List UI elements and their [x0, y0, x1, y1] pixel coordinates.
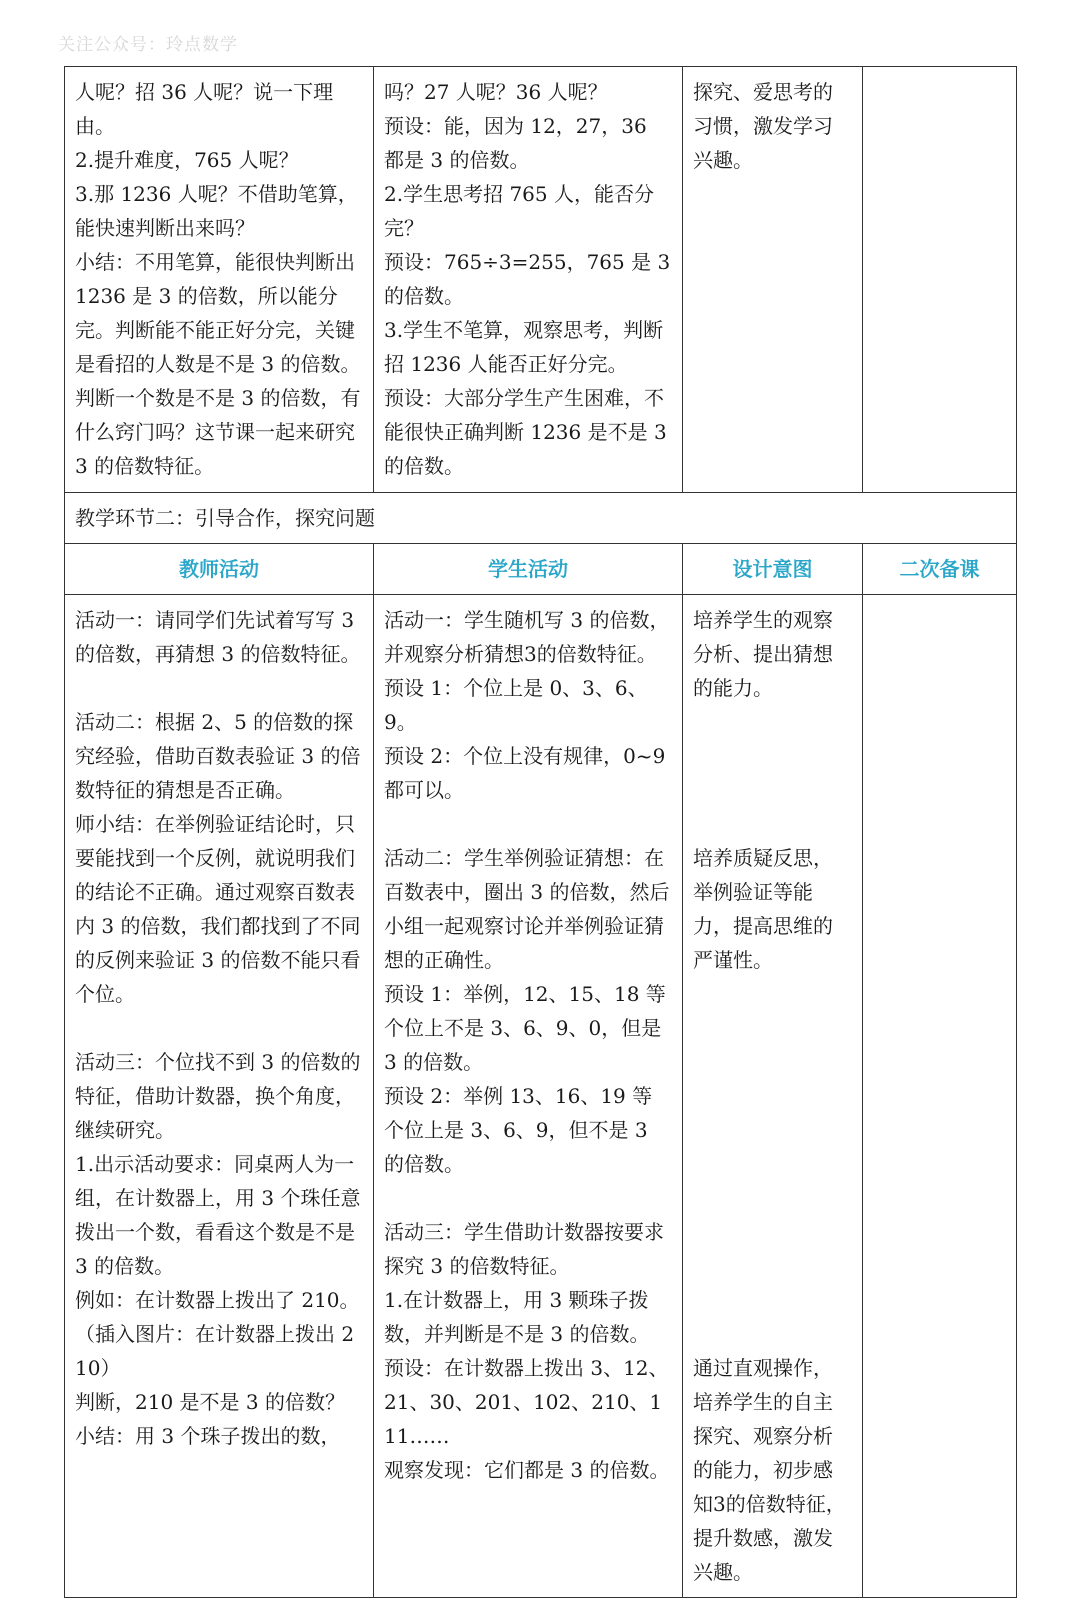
paragraph-gap [693, 1147, 852, 1181]
student-activity-cell [374, 595, 683, 1598]
paragraph-gap [693, 1215, 852, 1249]
cell-paragraph: 2.学生思考招 765 人，能否分完？ [384, 182, 654, 240]
header-row [65, 544, 1017, 595]
paragraph-gap [693, 1317, 852, 1351]
paragraph-gap [693, 1181, 852, 1215]
second-prep-cell [863, 595, 1017, 1598]
lesson-plan-table [64, 66, 1017, 1598]
paragraph-gap [75, 1011, 363, 1045]
teacher-activity-cell [65, 595, 374, 1598]
cell-paragraph: 观察发现：它们都是 3 的倍数。 [384, 1458, 670, 1482]
paragraph-gap [384, 1181, 672, 1215]
cell-paragraph: 师小结：在举例验证结论时，只要能找到一个反例，就说明我们的结论不正确。通过观察百数表内 3 的倍数，我们都找到了不同的反例来验证 3 的倍数不能只看个位。 [75, 812, 361, 1006]
second-prep-cell [863, 67, 1017, 493]
cell-paragraph: 例如：在计数器上拨出了 210。（插入图片：在计数器上拨出 210） [75, 1288, 360, 1380]
section-title: 教学环节二：引导合作，探究问题 [65, 493, 1017, 544]
cell-paragraph: 培养学生的观察分析、提出猜想的能力。 [693, 608, 833, 700]
cell-paragraph: 活动三：个位找不到 3 的倍数的特征，借助计数器，换个角度，继续研究。 [75, 1050, 361, 1142]
cell-paragraph: 培养质疑反思，举例验证等能力，提高思维的严谨性。 [693, 846, 833, 972]
paragraph-gap [693, 1283, 852, 1317]
cell-paragraph: 预设 2：举例 13、16、19 等个位上是 3、6、9，但不是 3 的倍数。 [384, 1084, 654, 1176]
cell-paragraph: 通过直观操作，培养学生的自主探究、观察分析的能力，初步感知3的倍数特征，提升数感，激发兴趣。 [693, 1356, 846, 1584]
cell-paragraph: 活动二：根据 2、5 的倍数的探究经验，借助百数表验证 3 的倍数特征的猜想是否正确。 [75, 710, 361, 802]
cell-paragraph: 预设 1：个位上是 0、3、6、9。 [384, 676, 648, 734]
cell-paragraph: 3.那 1236 人呢？不借助笔算，能快速判断出来吗？ [75, 182, 358, 240]
cell-paragraph: 活动三：学生借助计数器按要求探究 3 的倍数特征。 [384, 1220, 664, 1278]
paragraph-gap [693, 1113, 852, 1147]
cell-paragraph: 1.出示活动要求：同桌两人为一组，在计数器上，用 3 个珠任意拨出一个数，看看这个数是不是 3 的倍数。 [75, 1152, 362, 1278]
cell-paragraph: 吗？27 人呢？36 人呢？ [384, 80, 608, 104]
cell-paragraph: 探究、爱思考的习惯，激发学习兴趣。 [693, 80, 833, 172]
paragraph-gap [693, 807, 852, 841]
header-student-activity: 学生活动 [374, 544, 683, 595]
student-activity-cell [374, 67, 683, 493]
paragraph-gap [693, 1011, 852, 1045]
paragraph-gap [693, 1249, 852, 1283]
paragraph-gap [693, 1045, 852, 1079]
paragraph-gap [75, 671, 363, 705]
cell-paragraph: 预设：能，因为 12，27，36 都是 3 的倍数。 [384, 114, 654, 172]
cell-paragraph: 判断，210 是不是 3 的倍数？ [75, 1390, 345, 1414]
cell-paragraph: 人呢？招 36 人呢？说一下理由。 [75, 80, 334, 138]
cell-paragraph: 预设：大部分学生产生困难，不能很快正确判断 1236 是不是 3 的倍数。 [384, 386, 674, 478]
cell-paragraph: 活动二：学生举例验证猜想：在百数表中，圈出 3 的倍数，然后小组一起观察讨论并举例验证猜想的正确性。 [384, 846, 670, 972]
cell-paragraph: 预设 1：举例，12、15、18 等个位上不是 3、6、9、0，但是 3 的倍数。 [384, 982, 668, 1074]
design-intent-cell [683, 67, 863, 493]
paragraph-gap [384, 807, 672, 841]
header-design-intent: 设计意图 [683, 544, 863, 595]
paragraph-gap [693, 739, 852, 773]
cell-paragraph: 小结：不用笔算，能很快判断出 1236 是 3 的倍数，所以能分完。判断能不能正好分完，关键是看招的人数是不是 3 的倍数。判断一个数是不是 3 的倍数，有什么窍门吗？这节课一起来研究 3 的倍数特征。 [75, 250, 362, 478]
table-row-top [65, 67, 1017, 493]
paragraph-gap [693, 977, 852, 1011]
header-teacher-activity: 教师活动 [65, 544, 374, 595]
watermark-text: 关注公众号：玲点数学 [58, 35, 238, 55]
table-row-main [65, 595, 1017, 1598]
cell-paragraph: 小结：用 3 个珠子拨出的数， [75, 1424, 341, 1448]
cell-paragraph: 活动一：学生随机写 3 的倍数，并观察分析猜想3的倍数特征。 [384, 608, 670, 666]
cell-paragraph: 预设：765÷3=255，765 是 3 的倍数。 [384, 250, 677, 308]
cell-paragraph: 1.在计数器上，用 3 颗珠子拨数，并判断是不是 3 的倍数。 [384, 1288, 650, 1346]
cell-paragraph: 预设：在计数器上拨出 3、12、21、30、201、102、210、111…… [384, 1356, 669, 1448]
paragraph-gap [693, 1079, 852, 1113]
section-row [65, 493, 1017, 544]
cell-paragraph: 3.学生不笔算，观察思考，判断招 1236 人能否正好分完。 [384, 318, 664, 376]
design-intent-cell [683, 595, 863, 1598]
header-second-prep: 二次备课 [863, 544, 1017, 595]
cell-paragraph: 预设 2：个位上没有规律，0~9 都可以。 [384, 744, 672, 802]
paragraph-gap [693, 773, 852, 807]
cell-paragraph: 活动一：请同学们先试着写写 3 的倍数，再猜想 3 的倍数特征。 [75, 608, 361, 666]
paragraph-gap [693, 705, 852, 739]
teacher-activity-cell [65, 67, 374, 493]
cell-paragraph: 2.提升难度，765 人呢？ [75, 148, 299, 172]
